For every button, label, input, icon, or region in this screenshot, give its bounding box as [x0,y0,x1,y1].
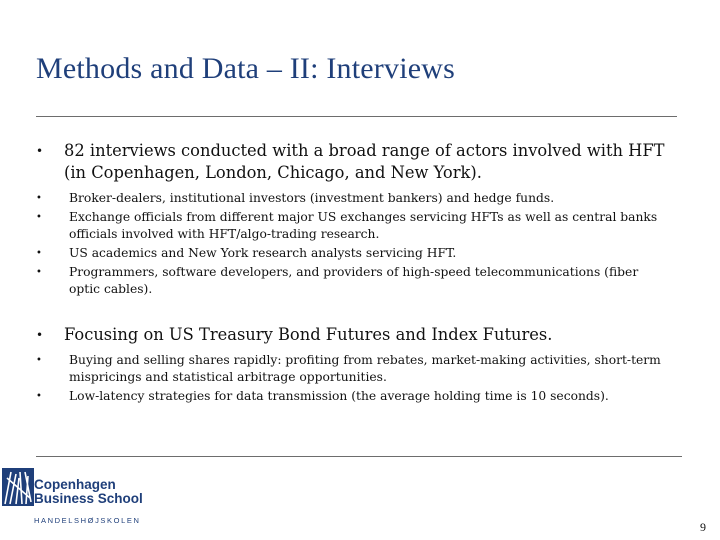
sub-bullet-item [36,352,666,386]
sub-bullet-item [36,245,666,262]
logo-subtitle: HANDELSHØJSKOLEN [34,516,141,525]
sub-bullet-item [36,209,666,243]
sub-bullet-text: Exchange officials from different major US exchanges servicing HFTs as well as central banks officials involved with HFT/algo-trading research. [69,210,658,241]
sub-bullet-text: Broker-dealers, institutional investors (investment bankers) and hedge funds. [69,191,555,205]
cbs-logo-mark-icon [2,468,36,508]
bullet-icon: • [36,391,42,402]
bullet-icon: • [36,248,42,259]
bullet-icon: • [36,212,42,223]
sub-bullet-item [36,190,666,207]
bullet-icon: • [36,355,42,366]
bullet-text: 82 interviews conducted with a broad range of actors involved with HFT (in Copenhagen, London, Chicago, and New York). [64,141,665,182]
logo-line-2: Business School [34,491,143,506]
footer-divider [36,456,682,457]
bullet-icon: • [36,193,42,204]
sub-bullet-text: US academics and New York research analysts servicing HFT. [69,246,457,260]
sub-bullet-list [36,352,666,405]
bullet-icon: • [36,144,44,158]
slide-title: Methods and Data – II: Interviews [36,52,455,85]
bullet-item [36,140,666,184]
sub-bullet-text: Buying and selling shares rapidly: profiting from rebates, market-making activities, short-term mispricings and statistical arbitrage opportunities. [69,353,661,384]
bullet-item [36,324,666,346]
bullet-icon: • [36,267,42,278]
logo-wordmark [34,478,143,506]
page-number: 9 [700,520,706,534]
title-divider [36,116,677,117]
sub-bullet-list [36,190,666,298]
bullet-text: Focusing on US Treasury Bond Futures and Index Futures. [64,325,553,344]
bullet-icon: • [36,328,44,342]
cbs-logo [2,468,162,540]
sub-bullet-text: Programmers, software developers, and providers of high-speed telecommunications (fiber optic cables). [69,265,639,296]
logo-line-1: Copenhagen [34,477,116,492]
slide-body [36,140,666,407]
sub-bullet-item [36,264,666,298]
sub-bullet-item [36,388,666,405]
sub-bullet-text: Low-latency strategies for data transmission (the average holding time is 10 seconds). [69,389,609,403]
